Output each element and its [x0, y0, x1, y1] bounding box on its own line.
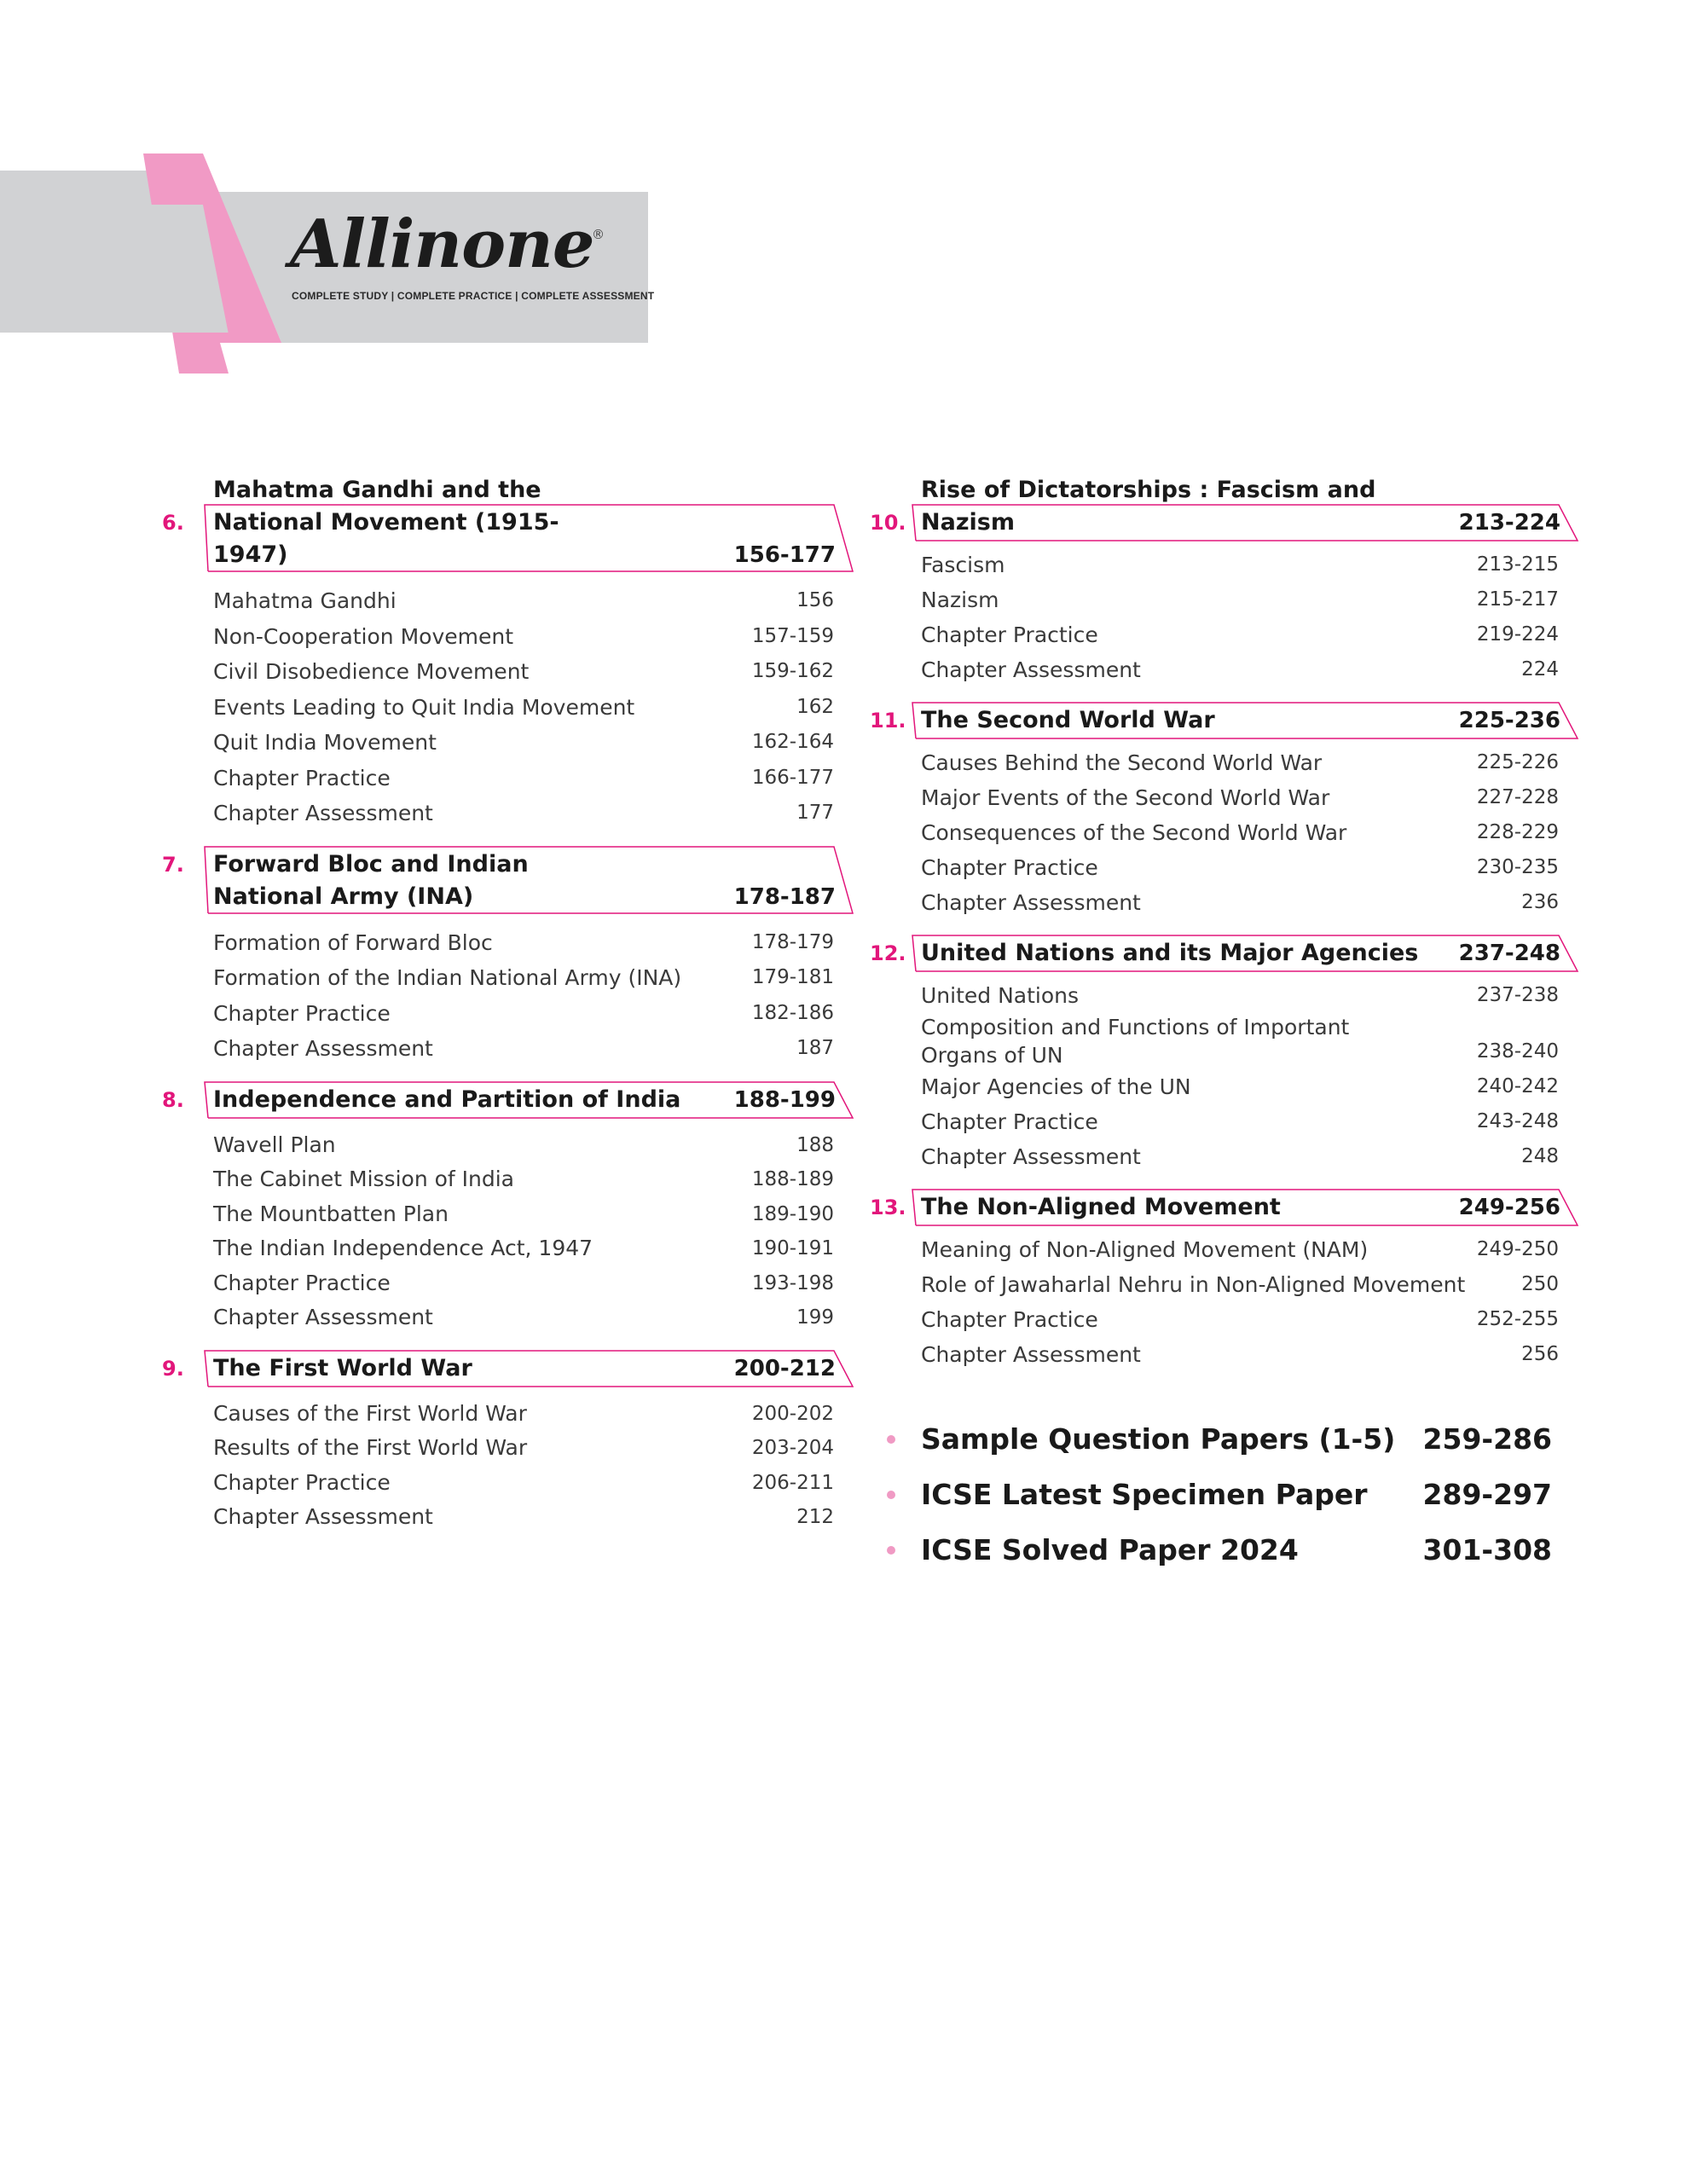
- chapter-heading[interactable]: [912, 477, 1578, 542]
- topic-item[interactable]: Composition and Functions of Important Organs of UN 238-240: [921, 1015, 1559, 1068]
- chapter-number: 7.: [162, 852, 184, 877]
- chapter-heading[interactable]: [912, 934, 1578, 973]
- topic-item[interactable]: Meaning of Non-Aligned Movement (NAM) 249-250: [921, 1237, 1559, 1262]
- topic-item[interactable]: Fascism 213-215: [921, 553, 1559, 577]
- chapter-heading[interactable]: [912, 701, 1578, 740]
- brand-logo: Allinone: [290, 206, 594, 283]
- topic-item[interactable]: Mahatma Gandhi 156: [213, 588, 834, 613]
- chapter-number: 12.: [870, 941, 906, 965]
- topic-item[interactable]: Non-Cooperation Movement 157-159: [213, 623, 834, 649]
- header-banner: [0, 0, 665, 384]
- chapter-number: 10.: [870, 511, 906, 535]
- topic-item[interactable]: Role of Jawaharlal Nehru in Non-Aligned Movement 250: [921, 1272, 1559, 1297]
- topic-item[interactable]: Chapter Practice 182-186: [213, 1000, 834, 1026]
- chapter-title: The Second World War: [921, 707, 1215, 733]
- topic-list: [921, 973, 1578, 1179]
- chapter-12: [870, 934, 1578, 1179]
- chapter-heading[interactable]: [205, 845, 853, 917]
- topic-item[interactable]: Results of the First World War 203-204: [213, 1435, 834, 1460]
- brand-tagline: COMPLETE STUDY | COMPLETE PRACTICE | COMPLETE ASSESSMENT: [292, 290, 655, 302]
- topic-item[interactable]: Chapter Assessment 177: [213, 801, 834, 825]
- chapter-9: [162, 1349, 853, 1540]
- topic-item[interactable]: Causes of the First World War 200-202: [213, 1400, 834, 1426]
- topic-item[interactable]: Major Events of the Second World War 227-228: [921, 785, 1559, 810]
- chapter-heading[interactable]: [205, 1349, 853, 1388]
- chapter-number: 8.: [162, 1087, 184, 1112]
- topic-item[interactable]: Chapter Assessment 224: [921, 657, 1559, 682]
- chapter-number: 13.: [870, 1196, 906, 1219]
- extra-papers-list: [887, 1411, 1552, 1578]
- chapter-pages: 188-199: [733, 1086, 836, 1113]
- toc-left-column: [162, 477, 853, 1549]
- topic-item[interactable]: Nazism 215-217: [921, 588, 1559, 612]
- topic-item[interactable]: The Cabinet Mission of India 188-189: [213, 1167, 834, 1191]
- topic-item[interactable]: Chapter Practice 166-177: [213, 765, 834, 790]
- chapter-11: [870, 701, 1578, 925]
- chapter-title: United Nations and its Major Agencies: [921, 940, 1419, 966]
- chapter-pages: 213-224: [1458, 510, 1560, 536]
- topic-item[interactable]: The Mountbatten Plan 189-190: [213, 1201, 834, 1226]
- extra-paper-item[interactable]: Sample Question Papers (1-5) 259-286: [887, 1411, 1552, 1467]
- topic-item[interactable]: Chapter Practice 230-235: [921, 855, 1559, 880]
- topic-item[interactable]: Quit India Movement 162-164: [213, 730, 834, 755]
- topic-item[interactable]: Consequences of the Second World War 228-229: [921, 820, 1559, 845]
- topic-item[interactable]: The Indian Independence Act, 1947 190-191: [213, 1236, 834, 1260]
- chapter-title: The First World War: [213, 1354, 472, 1381]
- topic-item[interactable]: Chapter Practice 219-224: [921, 622, 1559, 647]
- bullet-icon: [887, 1546, 895, 1555]
- chapter-title: Mahatma Gandhi and the National Movement (1915-1947): [213, 477, 559, 568]
- topic-item[interactable]: Civil Disobedience Movement 159-162: [213, 659, 834, 684]
- chapter-heading[interactable]: [205, 1080, 853, 1120]
- chapter-7: [162, 845, 853, 1072]
- chapter-6: [162, 477, 853, 837]
- topic-list: [213, 917, 853, 1072]
- chapter-8: [162, 1080, 853, 1340]
- topic-item[interactable]: Formation of the Indian National Army (INA) 179-181: [213, 965, 834, 990]
- chapter-pages: 249-256: [1458, 1195, 1560, 1220]
- topic-list: [213, 1120, 853, 1340]
- chapter-title: Rise of Dictatorships : Fascism and Nazism: [921, 477, 1376, 536]
- chapter-number: 6.: [162, 511, 184, 535]
- chapter-number: 9.: [162, 1356, 184, 1381]
- bullet-icon: [887, 1491, 895, 1499]
- topic-list: [921, 740, 1578, 925]
- topic-item[interactable]: Chapter Assessment 256: [921, 1342, 1559, 1367]
- chapter-heading[interactable]: [912, 1188, 1578, 1227]
- topic-item[interactable]: Major Agencies of the UN 240-242: [921, 1074, 1559, 1099]
- topic-item[interactable]: Chapter Practice 243-248: [921, 1109, 1559, 1134]
- topic-item[interactable]: Formation of Forward Bloc 178-179: [213, 929, 834, 955]
- topic-item[interactable]: Chapter Assessment 199: [213, 1305, 834, 1329]
- extra-paper-item[interactable]: ICSE Latest Specimen Paper 289-297: [887, 1467, 1552, 1522]
- topic-item[interactable]: Chapter Assessment 212: [213, 1504, 834, 1529]
- bullet-icon: [887, 1435, 895, 1444]
- chapter-13: [870, 1188, 1578, 1377]
- chapter-pages: 156-177: [733, 542, 836, 568]
- chapter-number: 11.: [870, 709, 906, 732]
- topic-item[interactable]: Causes Behind the Second World War 225-226: [921, 750, 1559, 775]
- topic-item[interactable]: Chapter Assessment 187: [213, 1036, 834, 1061]
- topic-item[interactable]: Wavell Plan 188: [213, 1132, 834, 1157]
- toc-right-column: [870, 477, 1578, 1386]
- topic-item[interactable]: Events Leading to Quit India Movement 162: [213, 694, 834, 720]
- topic-item[interactable]: Chapter Practice 206-211: [213, 1469, 834, 1495]
- topic-list: [921, 542, 1578, 692]
- chapter-title: Independence and Partition of India: [213, 1086, 681, 1113]
- chapter-heading[interactable]: [205, 477, 853, 575]
- extra-paper-item[interactable]: ICSE Solved Paper 2024 301-308: [887, 1522, 1552, 1578]
- topic-item[interactable]: Chapter Assessment 248: [921, 1144, 1559, 1169]
- chapter-pages: 178-187: [733, 883, 836, 910]
- topic-item[interactable]: Chapter Assessment 236: [921, 890, 1559, 915]
- chapter-pages: 237-248: [1458, 941, 1560, 966]
- chapter-pages: 225-236: [1458, 708, 1560, 733]
- topic-list: [213, 575, 853, 837]
- topic-item[interactable]: Chapter Practice 193-198: [213, 1270, 834, 1295]
- topic-list: [213, 1388, 853, 1540]
- chapter-title: The Non-Aligned Movement: [921, 1194, 1281, 1220]
- topic-list: [921, 1227, 1578, 1377]
- chapter-title: Forward Bloc and Indian National Army (INA): [213, 850, 529, 910]
- registered-mark: ®: [592, 227, 605, 242]
- topic-item[interactable]: United Nations 237-238: [921, 983, 1559, 1008]
- chapter-pages: 200-212: [733, 1355, 836, 1381]
- chapter-10: [870, 477, 1578, 692]
- topic-item[interactable]: Chapter Practice 252-255: [921, 1307, 1559, 1332]
